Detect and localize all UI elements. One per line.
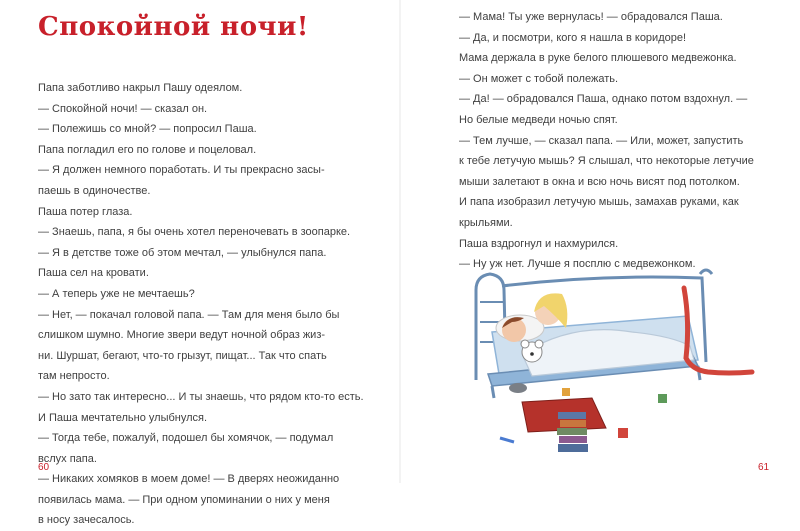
text-line: — Да! — обрадовался Паша, однако потом вздохнул. — xyxy=(459,93,748,106)
toy-block xyxy=(562,388,570,396)
text-line: — Никаких хомяков в моем доме! — В дверях неожиданно xyxy=(38,473,340,486)
book-stack xyxy=(557,412,588,452)
text-line: — Тогда тебе, пожалуй, подошел бы хомячок, — подумал xyxy=(38,432,334,445)
text-line: Паша потер глаза. xyxy=(38,205,133,218)
text-line: — Полежишь со мной? — попросил Паша. xyxy=(38,123,257,136)
text-line: появилась мама. — При одном упоминании о них у меня xyxy=(38,493,330,506)
bedtime-illustration xyxy=(462,262,762,462)
page-gutter xyxy=(399,0,401,483)
text-line: вслух папа. xyxy=(38,452,97,465)
text-line: — Спокойной ночи! — сказал он. xyxy=(38,102,208,115)
text-line: Папа заботливо накрыл Пашу одеялом. xyxy=(38,82,243,94)
text-line: Папа погладил его по голове и поцеловал. xyxy=(38,143,257,156)
text-line: — А теперь уже не мечтаешь? xyxy=(38,287,195,300)
text-line: И папа изобразил летучую мышь, замахав руками, как xyxy=(459,196,739,209)
text-line: крыльями. xyxy=(459,216,513,229)
text-line: — Но зато так интересно... И ты знаешь, что рядом кто-то есть. xyxy=(38,390,364,403)
crayon xyxy=(500,438,514,442)
text-line: — Да, и посмотри, кого я нашла в коридоре! xyxy=(459,31,687,44)
text-line: там непросто. xyxy=(38,370,110,383)
left-page-text xyxy=(38,78,378,531)
text-line: — Мама! Ты уже вернулась! — обрадовался Паша. xyxy=(459,11,723,23)
text-line: Паша сел на кровати. xyxy=(38,267,149,280)
text-line: — Я должен немного поработать. И ты прекрасно засы- xyxy=(38,164,325,177)
right-page-text xyxy=(459,7,779,275)
toy-mouse xyxy=(509,383,527,393)
toy-block xyxy=(658,394,667,403)
text-line: — Знаешь, папа, я бы очень хотел переночевать в зоопарке. xyxy=(38,226,351,239)
text-line: мыши залетают в окна и всю ночь висят под потолком. xyxy=(459,175,740,188)
text-line: И Паша мечтательно улыбнулся. xyxy=(38,411,208,424)
text-line: в носу зачесалось. xyxy=(38,514,135,527)
plush-bear xyxy=(521,340,543,362)
toy-block xyxy=(618,428,628,438)
chapter-title: Спокойной ночи! xyxy=(38,12,309,42)
text-line: ни. Шуршат, бегают, что-то грызут, пищат... Так что спать xyxy=(38,349,327,362)
page-number-right: 61 xyxy=(758,462,770,473)
text-line: к тебе летучую мышь? Я слышал, что некоторые летучие xyxy=(459,155,754,168)
text-line: — Он может с тобой полежать. xyxy=(459,72,619,85)
text-line: Паша вздрогнул и нахмурился. xyxy=(459,237,619,250)
text-line: — Нет, — покачал головой папа. — Там для меня было бы xyxy=(38,308,340,321)
text-line: Но белые медведи ночью спят. xyxy=(459,113,618,126)
page-number-left: 60 xyxy=(38,462,50,473)
text-line: слишком шумно. Многие звери ведут ночной образ жиз- xyxy=(38,329,326,342)
text-line: — Я в детстве тоже об этом мечтал, — улыбнулся папа. xyxy=(38,246,327,259)
text-line: — Ну уж нет. Лучше я посплю с медвежонком. xyxy=(459,258,696,271)
text-line: — Тем лучше, — сказал папа. — Или, может, запустить xyxy=(459,134,744,147)
text-line: паешь в одиночестве. xyxy=(38,184,151,197)
text-line: Мама держала в руке белого плюшевого медвежонка. xyxy=(459,52,737,65)
